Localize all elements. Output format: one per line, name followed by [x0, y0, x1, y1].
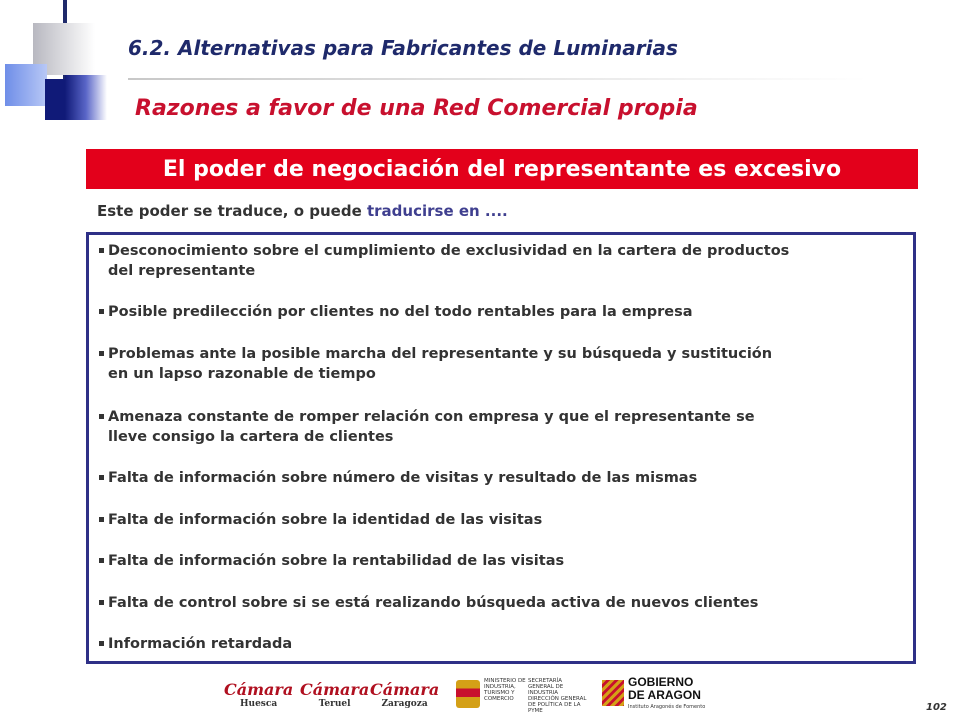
list-item-line1: Desconocimiento sobre el cumplimiento de exclusividad en la cartera de productos	[108, 243, 790, 259]
list-item-line2: lleve consigo la cartera de clientes	[108, 429, 394, 445]
aragon-flag-icon	[602, 680, 624, 706]
decorative-dark-blue-square	[65, 75, 107, 120]
list-item-line1: Falta de información sobre número de visitas y resultado de las mismas	[108, 470, 698, 486]
bullet-icon	[99, 475, 104, 480]
decorative-horizontal-line	[128, 78, 868, 80]
list-item	[99, 551, 914, 571]
gobierno-name	[628, 676, 701, 702]
bullet-icon	[99, 558, 104, 563]
camara-zaragoza-logo	[370, 680, 439, 709]
bullet-icon	[99, 309, 104, 314]
gobierno-line2: DE ARAGON	[628, 688, 701, 702]
list-item	[99, 302, 914, 322]
camara-teruel-logo	[300, 680, 369, 709]
list-item	[99, 241, 914, 281]
list-item	[99, 344, 914, 384]
bullet-icon	[99, 414, 104, 419]
list-item	[99, 593, 914, 613]
list-item-line2: en un lapso razonable de tiempo	[108, 366, 376, 382]
gobierno-aragon-logo	[602, 676, 712, 714]
list-item-line1: Falta de control sobre si se está realizando búsqueda activa de nuevos clientes	[108, 595, 759, 611]
headline-banner	[86, 149, 918, 189]
logo-name: Cámara	[300, 680, 370, 699]
logo-name: Cámara	[370, 680, 440, 699]
logo-city: Huesca	[240, 699, 278, 709]
ministry-right-text: SECRETARÍA GENERAL DE INDUSTRIA DIRECCIÓN GENERAL DE POLÍTICA DE LA PYME	[528, 678, 587, 714]
logo-city: Teruel	[318, 699, 351, 709]
bullet-icon	[99, 351, 104, 356]
bullet-icon	[99, 600, 104, 605]
list-item-line1: Problemas ante la posible marcha del representante y su búsqueda y sustitución	[108, 346, 773, 362]
gobierno-line1: GOBIERNO	[628, 675, 694, 689]
headline-banner-text: El poder de negociación del representante es excesivo	[162, 156, 842, 182]
crest-icon	[456, 680, 480, 708]
intro-text-part1: Este poder se traduce, o puede	[97, 202, 362, 220]
list-item-line1: Amenaza constante de romper relación con empresa y que el representante se	[108, 409, 755, 425]
intro-text	[97, 202, 508, 220]
page-number: 102	[926, 702, 947, 713]
list-item	[99, 407, 914, 447]
ministry-logo	[456, 678, 587, 714]
logo-name: Cámara	[224, 680, 294, 699]
decorative-light-blue-square	[5, 64, 47, 106]
intro-text-part2: traducirse en ....	[361, 202, 508, 220]
bullet-icon	[99, 641, 104, 646]
list-item	[99, 634, 914, 654]
reasons-list-box	[86, 232, 916, 664]
list-item-line2: del representante	[108, 263, 256, 279]
footer-logos	[224, 676, 724, 714]
list-item-line1: Información retardada	[108, 636, 293, 652]
logo-city: Zaragoza	[381, 699, 428, 709]
decorative-navy-bar	[45, 79, 65, 120]
list-item-line1: Posible predilección por clientes no del todo rentables para la empresa	[108, 304, 693, 320]
ministry-left-text: MINISTERIO DE INDUSTRIA, TURISMO Y COMERCIO	[484, 678, 526, 702]
bullet-icon	[99, 248, 104, 253]
list-item	[99, 468, 914, 488]
list-item-line1: Falta de información sobre la identidad de las visitas	[108, 512, 543, 528]
camara-huesca-logo	[224, 680, 293, 709]
list-item-line1: Falta de información sobre la rentabilidad de las visitas	[108, 553, 565, 569]
slide-subtitle: Razones a favor de una Red Comercial propia	[135, 96, 698, 121]
gobierno-subtitle: Instituto Aragonés de Fomento	[628, 704, 706, 710]
section-title: 6.2. Alternativas para Fabricantes de Luminarias	[128, 36, 678, 60]
list-item	[99, 510, 914, 530]
bullet-icon	[99, 517, 104, 522]
